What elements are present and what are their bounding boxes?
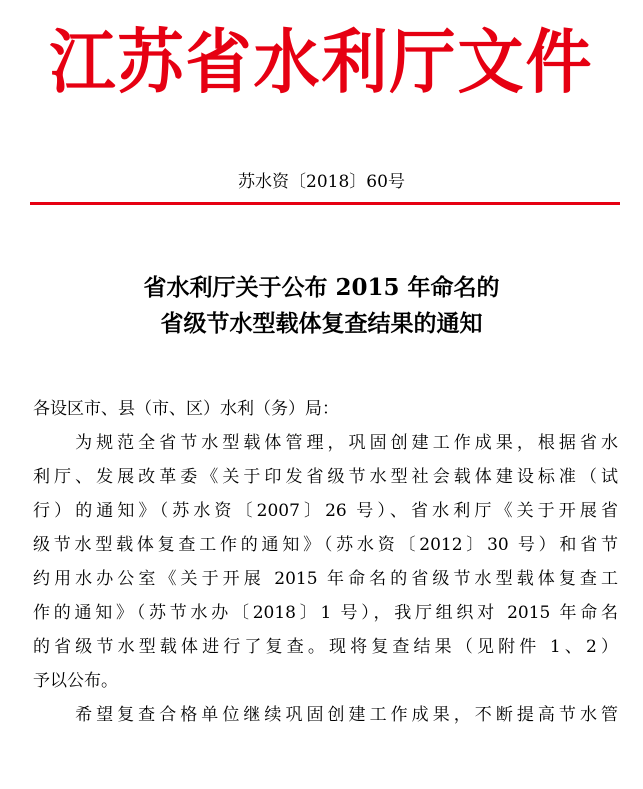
title-line-1: 省水利厅关于公布 2015 年命名的 [143,274,500,301]
paragraph-line: 利厅、发展改革委《关于印发省级节水型社会载体建设标准（试 [33,467,618,487]
paragraph-line: 予以公布。 [33,671,118,691]
paragraph-line: 的省级节水型载体进行了复查。现将复查结果（见附件 1、2） [33,637,618,657]
paragraph-line: 约用水办公室《关于开展 2015 年命名的省级节水型载体复查工 [33,569,618,589]
document-masthead [0,22,643,102]
paragraph-line: 作的通知》（苏节水办〔2018〕1 号），我厅组织对 2015 年命名 [33,603,618,623]
document-body [33,392,618,732]
paragraph-line: 级节水型载体复查工作的通知》（苏水资〔2012〕30 号）和省节 [33,535,618,555]
paragraph-line: 希望复查合格单位继续巩固创建工作成果，不断提高节水管 [33,705,618,725]
paragraph-line: 行）的通知》（苏水资〔2007〕26 号）、省水利厅《关于开展省 [33,501,618,521]
masthead-title: 江苏省水利厅文件 [49,21,594,103]
document-title [0,270,643,342]
salutation: 各设区市、县（市、区）水利（务）局： [33,399,339,419]
paragraph-line: 为规范全省节水型载体管理，巩固创建工作成果，根据省水 [33,433,618,453]
paragraph-2 [33,698,618,732]
paragraph-1 [33,426,618,698]
red-divider-rule [30,202,620,205]
document-number: 苏水资〔2018〕60号 [238,172,405,192]
title-line-2: 省级节水型载体复查结果的通知 [160,310,483,337]
